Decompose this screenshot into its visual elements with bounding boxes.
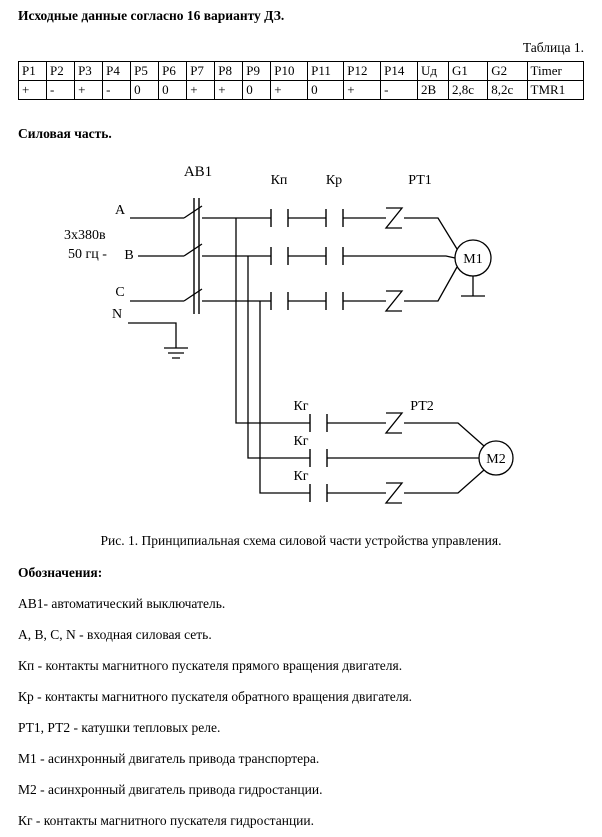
table-value-row xyxy=(19,81,584,100)
figure-caption: Рис. 1. Принципиальная схема силовой части устройства управления. xyxy=(100,533,502,548)
table-label: Таблица 1. xyxy=(522,40,584,55)
table-value-cell: - xyxy=(47,81,75,100)
table-header-cell: P10 xyxy=(271,62,308,81)
table-value-cell: + xyxy=(187,81,215,100)
table-value-cell: 2,8с xyxy=(449,81,488,100)
legend-item: РТ1, РТ2 - катушки тепловых реле. xyxy=(18,720,221,735)
table-header-cell: P4 xyxy=(103,62,131,81)
table-header-cell: P2 xyxy=(47,62,75,81)
table-value-cell: 2В xyxy=(417,81,448,100)
label-phase-b: В xyxy=(124,248,134,263)
table-value-cell: + xyxy=(75,81,103,100)
table-value-cell: 0 xyxy=(159,81,187,100)
table-value-cell: 8,2с xyxy=(488,81,527,100)
legend-item: Кп - контакты магнитного пускателя прямого вращения двигателя. xyxy=(18,658,403,673)
table-header-cell: P12 xyxy=(344,62,381,81)
table-header-cell: Uд xyxy=(417,62,448,81)
phase-wires xyxy=(128,206,457,348)
table-header-cell: G2 xyxy=(488,62,527,81)
table-header-cell: Timer xyxy=(527,62,583,81)
table-value-cell: + xyxy=(19,81,47,100)
table-value-cell: - xyxy=(381,81,418,100)
power-circuit-diagram xyxy=(18,146,584,523)
hydro-branch-wires xyxy=(236,218,484,493)
label-neutral: N xyxy=(111,307,123,322)
label-phase-c: С xyxy=(115,285,125,300)
legend-item: М1 - асинхронный двигатель привода транспортера. xyxy=(18,751,320,766)
label-ab1: АВ1 xyxy=(183,164,213,180)
table-header-cell: P1 xyxy=(19,62,47,81)
table-header-cell: P14 xyxy=(381,62,418,81)
table-value-cell: - xyxy=(103,81,131,100)
table-header-cell: P5 xyxy=(131,62,159,81)
table-header-cell: P8 xyxy=(215,62,243,81)
motor1-ground-symbol xyxy=(461,276,485,296)
table-header-cell: P9 xyxy=(243,62,271,81)
legend-list xyxy=(18,596,584,829)
label-kg-2: Кг xyxy=(293,434,309,449)
table-header-cell: P11 xyxy=(308,62,344,81)
table-header-cell: P7 xyxy=(187,62,215,81)
legend-item: А, В, С, N - входная силовая сеть. xyxy=(18,627,212,642)
label-supply-frequency: 50 гц - xyxy=(68,247,107,262)
table-header-cell: P6 xyxy=(159,62,187,81)
table-value-cell: 0 xyxy=(131,81,159,100)
document-title: Исходные данные согласно 16 варианту ДЗ. xyxy=(18,8,285,23)
table-value-cell: + xyxy=(344,81,381,100)
table-header-cell: P3 xyxy=(75,62,103,81)
label-supply-voltage: 3х380в xyxy=(64,228,106,243)
table-value-cell: 0 xyxy=(243,81,271,100)
neutral-ground-symbol xyxy=(164,348,188,358)
label-kg-1: Кг xyxy=(293,399,309,414)
table-header-cell: G1 xyxy=(449,62,488,81)
table-header-row xyxy=(19,62,584,81)
legend-item: Кг - контакты магнитного пускателя гидростанции. xyxy=(18,813,315,828)
breaker-ab1-symbol xyxy=(194,198,199,314)
legend-title: Обозначения: xyxy=(18,565,103,580)
parameters-table xyxy=(18,61,584,100)
label-phase-a: А xyxy=(114,203,126,218)
section-title-power: Силовая часть. xyxy=(18,126,112,141)
thermal-relay-symbols xyxy=(386,208,402,503)
table-value-cell: TMR1 xyxy=(527,81,583,100)
table-value-cell: 0 xyxy=(308,81,344,100)
label-rt2: РТ2 xyxy=(410,399,434,414)
label-m1: М1 xyxy=(463,252,483,267)
circuit-schematic-svg xyxy=(18,146,584,518)
table-value-cell: + xyxy=(215,81,243,100)
label-kg-3: Кг xyxy=(293,469,309,484)
table-value-cell: + xyxy=(271,81,308,100)
legend-item: М2 - асинхронный двигатель привода гидростанции. xyxy=(18,782,323,797)
legend-item: АВ1- автоматический выключатель. xyxy=(18,596,226,611)
label-m2: М2 xyxy=(486,452,506,467)
label-kr: Кр xyxy=(325,173,343,188)
label-rt1: РТ1 xyxy=(408,173,432,188)
label-kp: Кп xyxy=(270,173,288,188)
legend-item: Кр - контакты магнитного пускателя обратного вращения двигателя. xyxy=(18,689,413,704)
